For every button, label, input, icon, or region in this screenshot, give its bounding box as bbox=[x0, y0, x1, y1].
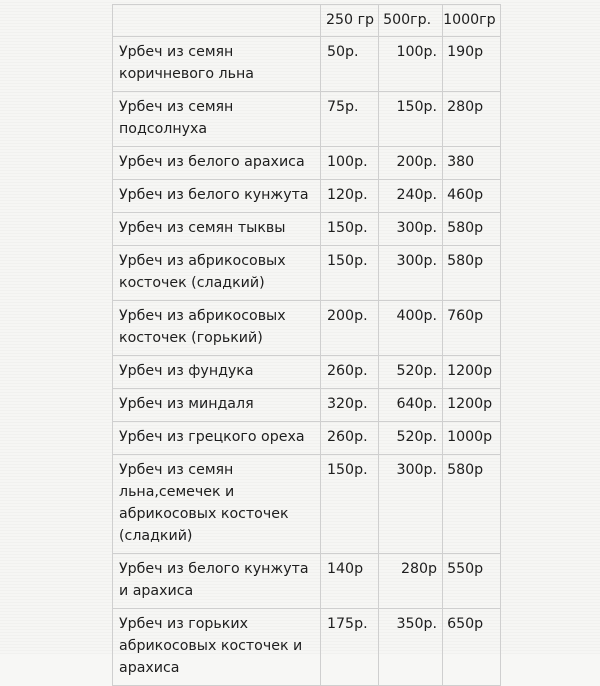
table-row bbox=[113, 422, 501, 455]
product-name: Урбеч из семян коричневого льна bbox=[113, 37, 321, 92]
header-row bbox=[113, 5, 501, 37]
product-name: Урбеч из грецкого ореха bbox=[113, 422, 321, 455]
table-row bbox=[113, 609, 501, 686]
product-name: Урбеч из семян подсолнуха bbox=[113, 92, 321, 147]
price-500g: 300р. bbox=[379, 213, 443, 246]
price-250g: 260р. bbox=[321, 356, 379, 389]
table-row bbox=[113, 147, 501, 180]
table-row bbox=[113, 389, 501, 422]
price-250g: 100р. bbox=[321, 147, 379, 180]
table-row bbox=[113, 92, 501, 147]
price-250g: 140р bbox=[321, 554, 379, 609]
product-name: Урбеч из белого кунжута и арахиса bbox=[113, 554, 321, 609]
price-1000g: 1200р bbox=[443, 356, 501, 389]
price-1000g: 280р bbox=[443, 92, 501, 147]
price-250g: 150р. bbox=[321, 455, 379, 554]
product-name: Урбеч из абрикосовых косточек (сладкий) bbox=[113, 246, 321, 301]
price-table bbox=[112, 4, 501, 686]
price-250g: 150р. bbox=[321, 213, 379, 246]
header-blank-cell bbox=[113, 5, 321, 37]
price-1000g: 580р bbox=[443, 455, 501, 554]
table-row bbox=[113, 213, 501, 246]
product-name: Урбеч из белого кунжута bbox=[113, 180, 321, 213]
price-500g: 200р. bbox=[379, 147, 443, 180]
product-name: Урбеч из семян тыквы bbox=[113, 213, 321, 246]
table-row bbox=[113, 356, 501, 389]
price-250g: 75р. bbox=[321, 92, 379, 147]
header-500g: 500гр. bbox=[379, 5, 443, 37]
table-row bbox=[113, 37, 501, 92]
price-1000g: 1000р bbox=[443, 422, 501, 455]
product-name: Урбеч из белого арахиса bbox=[113, 147, 321, 180]
price-500g: 300р. bbox=[379, 246, 443, 301]
price-1000g: 1200р bbox=[443, 389, 501, 422]
header-1000g: 1000гр bbox=[443, 5, 501, 37]
price-1000g: 550р bbox=[443, 554, 501, 609]
price-500g: 150р. bbox=[379, 92, 443, 147]
table-row bbox=[113, 301, 501, 356]
product-name: Урбеч из миндаля bbox=[113, 389, 321, 422]
price-500g: 240р. bbox=[379, 180, 443, 213]
header-250g: 250 гр bbox=[321, 5, 379, 37]
price-250g: 120р. bbox=[321, 180, 379, 213]
price-250g: 175р. bbox=[321, 609, 379, 686]
price-1000g: 460р bbox=[443, 180, 501, 213]
price-500g: 300р. bbox=[379, 455, 443, 554]
price-1000g: 580р bbox=[443, 246, 501, 301]
price-1000g: 190р bbox=[443, 37, 501, 92]
price-250g: 50р. bbox=[321, 37, 379, 92]
table-row bbox=[113, 554, 501, 609]
price-500g: 520р. bbox=[379, 356, 443, 389]
price-500g: 400р. bbox=[379, 301, 443, 356]
price-500g: 280р bbox=[379, 554, 443, 609]
product-name: Урбеч из горьких абрикосовых косточек и арахиса bbox=[113, 609, 321, 686]
product-name: Урбеч из абрикосовых косточек (горький) bbox=[113, 301, 321, 356]
price-1000g: 380 bbox=[443, 147, 501, 180]
price-250g: 200р. bbox=[321, 301, 379, 356]
price-500g: 520р. bbox=[379, 422, 443, 455]
table-row bbox=[113, 246, 501, 301]
table-row bbox=[113, 180, 501, 213]
price-500g: 350р. bbox=[379, 609, 443, 686]
price-250g: 320р. bbox=[321, 389, 379, 422]
price-1000g: 580р bbox=[443, 213, 501, 246]
price-250g: 150р. bbox=[321, 246, 379, 301]
price-500g: 100р. bbox=[379, 37, 443, 92]
table-row bbox=[113, 455, 501, 554]
price-1000g: 650р bbox=[443, 609, 501, 686]
price-250g: 260р. bbox=[321, 422, 379, 455]
price-1000g: 760р bbox=[443, 301, 501, 356]
product-name: Урбеч из фундука bbox=[113, 356, 321, 389]
price-500g: 640р. bbox=[379, 389, 443, 422]
product-name: Урбеч из семян льна,семечек и абрикосовых косточек (сладкий) bbox=[113, 455, 321, 554]
